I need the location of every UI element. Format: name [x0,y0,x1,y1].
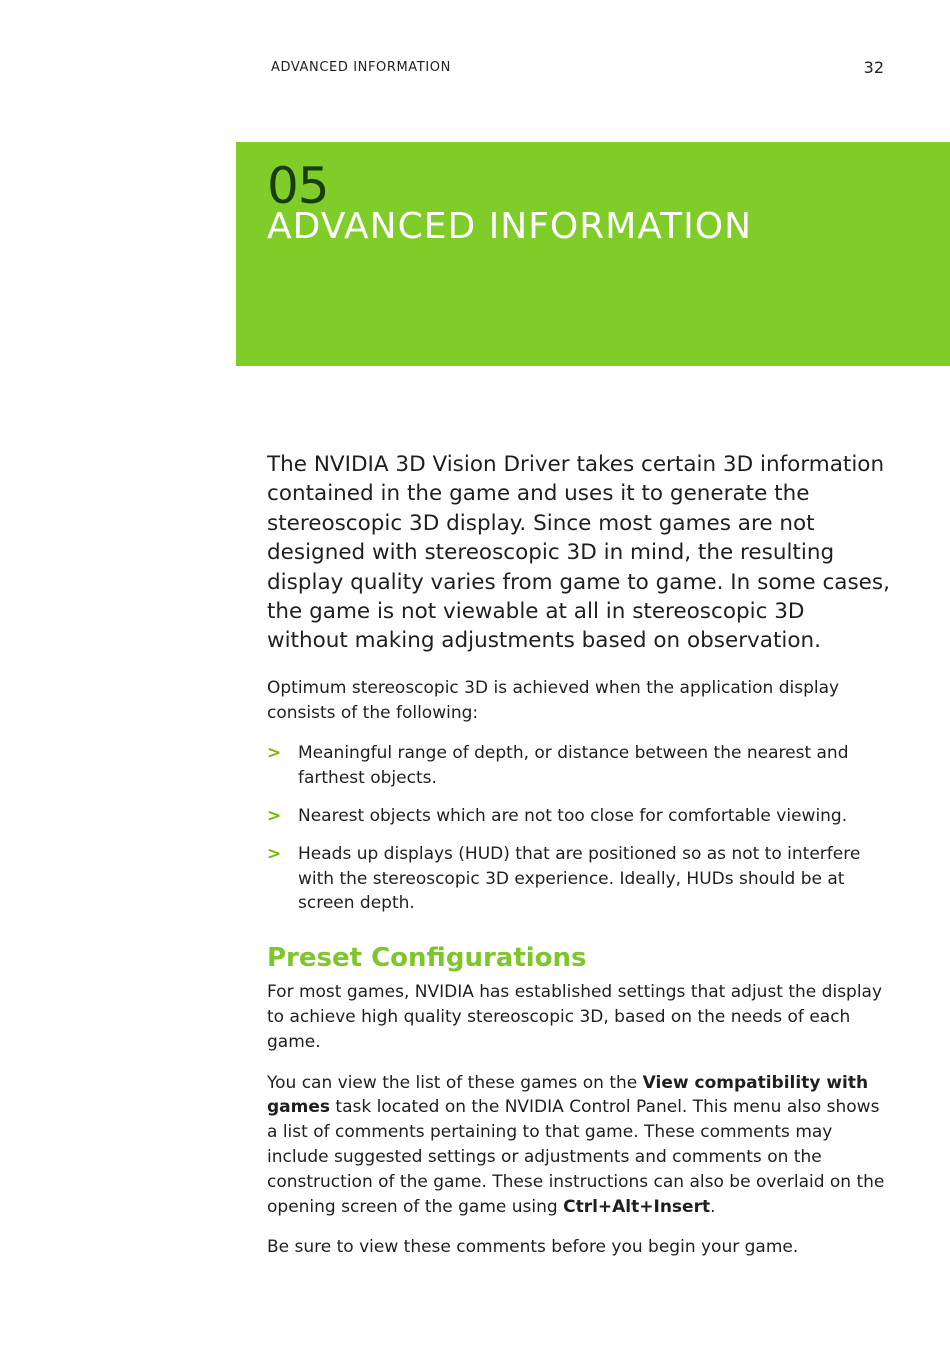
running-header-title: ADVANCED INFORMATION [271,60,451,75]
view-compatibility-task-name: View compatibility with games [267,1072,869,1118]
chapter-banner [236,142,950,366]
preset-paragraph-2-text: task located on the NVIDIA Control Panel. This menu also shows a list of comments pertaining to that game. These comments may include suggested settings or adjustments and comments on the construction of the game. These instructions can also be overlaid on the opening screen of the game using [267,1097,885,1217]
list-item-text: Meaningful range of depth, or distance between the nearest and farthest objects. [298,743,849,789]
section-heading: Preset Configurations [267,943,587,974]
main-content [267,450,892,1276]
requirements-list [267,741,892,916]
bullet-chevron-icon: > [267,743,282,764]
list-item-text: Nearest objects which are not too close for comfortable viewing. [298,806,848,827]
preset-paragraph-2-text: You can view the list of these games on the [267,1072,643,1093]
preset-paragraph-1: For most games, NVIDIA has established settings that adjust the display to achieve high quality stereoscopic 3D, based on the needs of each game. [267,982,883,1052]
bullet-chevron-icon: > [267,843,282,864]
preset-paragraph-2-text: . [710,1196,716,1217]
intro-paragraph: The NVIDIA 3D Vision Driver takes certain 3D information contained in the game and uses it to generate the stereoscopic 3D display. Since most games are not designed with stereoscopic 3D in mind, the resulting display quality varies from game to game. In some cases, the game is not viewable at all in stereoscopic 3D without making adjustments based on observation. [267,452,890,654]
chapter-number: 05 [267,157,329,215]
list-item-text: Heads up displays (HUD) that are positioned so as not to interfere with the stereoscopic 3D experience. Ideally, HUDs should be at screen depth. [298,843,861,914]
bullet-chevron-icon: > [267,806,282,827]
optimum-paragraph: Optimum stereoscopic 3D is achieved when the application display consists of the following: [267,677,840,723]
preset-paragraph-3: Be sure to view these comments before you begin your game. [267,1237,799,1258]
list-item [267,842,892,916]
list-item [267,804,892,829]
keyboard-shortcut: Ctrl+Alt+Insert [563,1196,711,1217]
page-number: 32 [863,58,884,77]
list-item [267,741,892,791]
chapter-title: ADVANCED INFORMATION [267,206,753,247]
preset-paragraph-2 [267,1071,892,1220]
